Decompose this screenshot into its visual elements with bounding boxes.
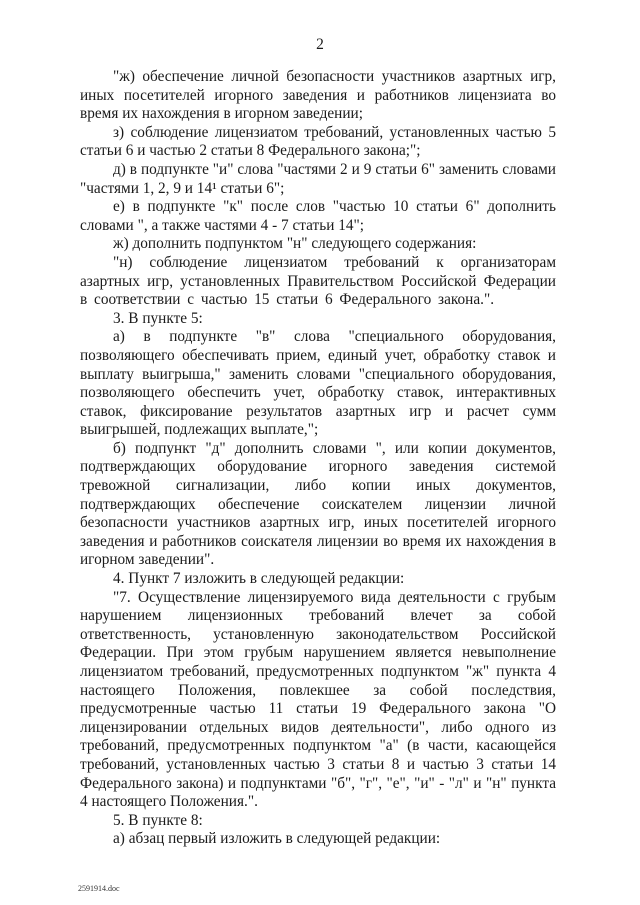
paragraph-item-3: 3. В пункте 5: [113,309,203,327]
paragraph-zh-security: "ж) обеспечение личной безопасности участников азартных игр, иных посетителей игорного заведения и работников лицензиата во время их нахождения в игорном заведении; [80,68,556,123]
paragraph-n-organizers: "н) соблюдение лицензиатом требований к организаторам азартных игр, установленных Правительством Российской Федерации в соответствии с частью 15 статьи 6 Федерального закона.". [80,253,556,309]
paragraph-item-4: 4. Пункт 7 изложить в следующей редакции: [113,570,405,588]
paragraph-z-requirements: з) соблюдение лицензиатом требований, установленных частью 5 статьи 6 и частью 2 статьи 8 Федерального закона;"; [80,123,556,160]
paragraph-a-subpoint-v: а) в подпункте "в" слова "специального оборудования, позволяющего обеспечивать прием, единый учет, обработку ставок и выплату выигрыша," заменить словами "специального оборудования, позволяющего обеспечить учет, обработку ставок, интерактивных ставок, фиксирование результатов азартных игр и расчет сумм выигрышей, подлежащих выплате,"; [80,328,556,439]
paragraph-item-7-text: "7. Осуществление лицензируемого вида деятельности с грубым нарушением лицензионных требований влечет за собой ответственность, установленную законодательством Российской Федерации. При этом грубым нарушением является невыполнение лицензиатом требований, предусмотренных подпунктом "ж" пункта 4 настоящего Положения, повлекшее за собой последствия, предусмотренные частью 11 статьи 19 Федерального закона "О лицензировании отдельных видов деятельности", либо одного из требований, предусмотренных подпунктом "а" (в части, касающейся требований, установленных частью 3 статьи 8 и частью 3 статьи 14 Федерального закона) и подпунктами "б", "г", "е", "и" - "л" и "н" пункта 4 настоящего Положения.". [80,588,556,811]
paragraph-a-first-abzac: а) абзац первый изложить в следующей редакции: [113,830,441,848]
page-number: 2 [316,36,324,53]
paragraph-b-subpoint-d: б) подпункт "д" дополнить словами ", или копии документов, подтверждающих оборудование игорного заведения системой тревожной сигнализации, либо копии иных документов, подтверждающих обеспечение соискателем лицензии личной безопасности участников азартных игр, иных посетителей игорного заведения и работников соискателя лицензии во время их нахождения в игорном заведении". [80,439,556,569]
paragraph-zh-add-n: ж) дополнить подпунктом "н" следующего содержания: [113,235,477,253]
paragraph-e-subpoint-k: е) в подпункте "к" после слов "частью 10 статьи 6" дополнить словами ", а также частями 4 - 7 статьи 14"; [80,198,556,234]
paragraph-d-subpoint-i: д) в подпункте "и" слова "частями 2 и 9 статьи 6" заменить словами "частями 1, 2, 9 и 14¹ статьи 6"; [80,160,556,197]
paragraph-item-5: 5. В пункте 8: [113,811,203,829]
file-name-footer: 2591914.doc [78,884,120,893]
document-body [80,68,556,849]
